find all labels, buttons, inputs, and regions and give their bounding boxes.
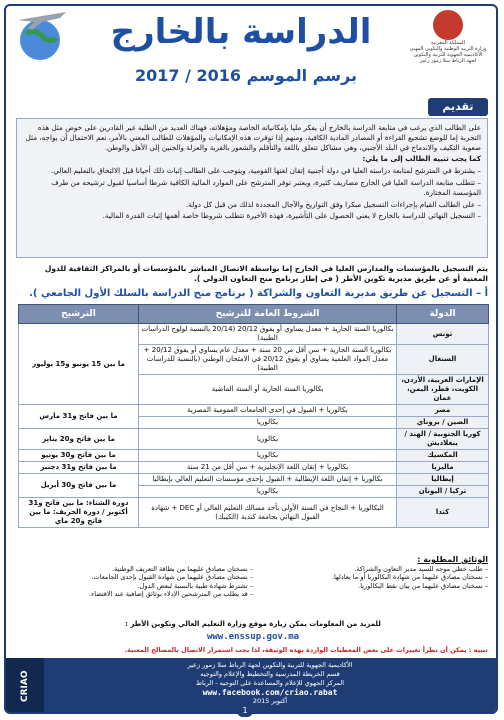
required-documents <box>18 556 488 621</box>
documents-left-col <box>18 565 253 599</box>
intro-label: تقديم <box>428 98 488 116</box>
conditions-cell: بكالوريا السنة الجارية + معدل يساوي أو يفوق 20/12 (20/14 بالنسبة لولوج الدراسات الطبية) <box>139 324 397 345</box>
globe-plane-icon <box>12 8 72 64</box>
country-cell: الصين / بروناي <box>397 417 489 429</box>
conditions-cell: بكالوريا <box>139 429 397 450</box>
country-cell: الإمارات العربية، الأردن، الكويت، قطر، اليمن، عمان <box>397 375 489 405</box>
footer-line: قسم الخريطة المدرسية والتخطيط والإعلام والتوجيه <box>200 670 340 678</box>
header-country: الدولة <box>397 305 489 324</box>
list-item: – تشترط شهادة طبية بالنسبة لبعض الدول. <box>137 581 253 590</box>
table-row <box>19 450 489 462</box>
page-subtitle: برسم الموسم 2016 / 2017 <box>135 66 357 85</box>
period-cell: ما بين فاتح و20 يناير <box>19 429 139 450</box>
country-cell: السنغال <box>397 345 489 375</box>
country-cell: إيطاليا <box>397 474 489 486</box>
table-row <box>19 498 489 528</box>
ministry-line: المملكة المغربية <box>431 40 465 46</box>
more-info-text: للمزيد من المعلومات يمكن زيارة موقع وزارة التعليم العالي وتكوين الأطر : <box>125 620 381 628</box>
list-item: – نسختان مصادق عليهما من شهادة البكالوريا أو ما يعادلها. <box>331 573 488 581</box>
table-row <box>19 429 489 450</box>
conditions-cell: بكالوريا السنة الجارية أو السنة الماضية <box>139 375 397 405</box>
footer-text <box>50 661 490 706</box>
facebook-link[interactable]: www.facebook.com/criao.rabat <box>202 688 338 697</box>
warning-note: تنبيه : يمكن أن تطرأ تغييرات على بعض المعطيات الواردة بهذه الوثيقة، لذا يجب استمرار الاتصال بالمصالح المعنية. <box>124 646 488 654</box>
conditions-cell: بكالوريا + إتقان اللغة الإيطالية + القبول بإحدى مؤسسات التعليم العالي بإيطاليا <box>139 474 397 486</box>
documents-title: الوثائق المطلوبة : <box>417 555 488 564</box>
footer-line: الأكاديمية الجهوية للتربية والتكوين لجهة الرباط سلا زمور زعير <box>187 661 353 669</box>
page-title: الدراسة بالخارج <box>110 12 372 52</box>
intro-paragraph: – على الطالب القيام بإجراءات التسجيل مبكرا وفق التواريخ والآجال المحددة لذلك من قبل كل دولة. <box>185 199 481 209</box>
ministry-logo <box>404 10 492 90</box>
period-cell: ما بين 15 يونيو و15 يوليوز <box>19 324 139 405</box>
moroccan-emblem-icon <box>433 10 463 40</box>
header <box>6 6 496 96</box>
footer-line: المركز الجهوي للإعلام والمساعدة على التوجيه - الرباط <box>195 679 345 687</box>
list-item: – نسختان مصادق عليهما من بيان نقط البكالوريا. <box>358 581 488 590</box>
ministry-line: لجهة الرباط سلا زمور زعير <box>419 58 477 64</box>
table-header-row <box>19 305 489 324</box>
header-conditions: الشروط العامة للترشيح <box>139 305 397 324</box>
section-heading: أ – التسجيل عن طريق مديرية التعاون والشراكة ( برنامج منح الدراسة بالسلك الأول الجامعي ). <box>29 288 488 299</box>
table-row <box>19 405 489 417</box>
conditions-cell: البكالوريا + النجاح في السنة الأولى بأحد مسالك التعليم العالي أو DEC + شهادة القبول النهائي بجامعة كندية (الكيبك) <box>139 498 397 528</box>
ministry-line: وزارة التربية الوطنية والتكوين المهني <box>409 46 487 52</box>
conditions-cell: بكالوريا + القبول في إحدى الجامعات العمومية المصرية <box>139 405 397 417</box>
website-link[interactable]: www.enssup.gov.ma <box>206 632 300 642</box>
conditions-cell: بكالوريا <box>139 486 397 498</box>
intro-paragraph: – تتطلب متابعة الدراسة العليا في الخارج مصاريف كثيرة، ويعتبر توفر المترشح على الموارد المالية الكافية شرطا أساسيا لقبول ترشيحه من طرف المؤسسة المختارة. <box>51 177 481 197</box>
period-cell: ما بين فاتح و31 مارس <box>19 405 139 429</box>
country-cell: مصر <box>397 405 489 417</box>
table-row <box>19 474 489 486</box>
table-body <box>19 324 489 528</box>
documents-right-col <box>253 565 488 599</box>
intro-paragraph: – يشترط في المترشح لمتابعة دراسته العليا في دولة أجنبية إتقان لغتها القومية، ويتوجب على الطالب إثبات ذلك أحيانا قبل الالتحاق بالتعليم العالي. <box>50 166 481 176</box>
period-cell: ما بين فاتح و30 أبريل <box>19 474 139 498</box>
country-cell: تركيا / اليونان <box>397 486 489 498</box>
list-item: – نسختان مصادق عليهما من بطاقة التعريف الوطنية. <box>112 564 253 573</box>
conditions-cell: بكالوريا <box>139 450 397 462</box>
intro-box <box>16 118 488 258</box>
intro-paragraph: كما يجب تنبيه الطالب إلى ما يلي: <box>362 154 481 164</box>
criao-label: CRIAO <box>6 658 44 714</box>
period-cell: ما بين فاتح و30 يونيو <box>19 450 139 462</box>
list-item: – طلب خطي موجه للسيد مدير التعاون والشراكة. <box>354 564 488 573</box>
flyer-page <box>4 4 498 714</box>
country-cell: كوريا الجنوبية / الهند / بنغلاديش <box>397 429 489 450</box>
footer-date: أكتوبر 2015 <box>252 697 288 705</box>
country-cell: كندا <box>397 498 489 528</box>
conditions-cell: بكالوريا السنة الجارية + سن أقل من 20 سنة + معدل عام يساوي أو يفوق 20/12 + معدل المواد العلمية يساوي أو يفوق 20/12 في الامتحان الوطني (بالنسبة للدراسات الطبية) <box>139 345 397 375</box>
table-row <box>19 324 489 345</box>
intro-paragraph: على الطالب الذي يرغب في متابعة الدراسة بالخارج أن يفكر مليا بإمكانياته الخاصة ومؤهلاته، فهناك العديد من الطلبة غير القادرين على خوض مثل هذه التجربة إما للوضع تشجيع القراءة أو المصادر المادية الكافية، ومنهم إذا توفرت هذه الإمكانيات والمؤهلات للطالب المعني بالأمر، نعم الاحتمال أن يواجه، مثل صعوبة التكيف والاندماج في البلد الأجنبي، وهي مشاكل تتعلق باللغة والتأقلم والشعور بالغربة والعزلة والحنين إلى الأهل والوطن. <box>25 123 481 152</box>
page-number: 1 <box>237 705 253 717</box>
list-item: – نسختان مصادق عليهما من شهادة القبول بإحدى الجامعات. <box>91 573 253 581</box>
country-cell: ماليزيا <box>397 462 489 474</box>
intro-paragraph: – التسجيل النهائي للدراسة بالخارج لا يعني الحصول على التأشيرة، فهذه الأخيرة تتطلب شروطا خاصة أهمها إثبات القدرة المالية. <box>102 211 481 221</box>
period-cell: ما بين فاتح و31 دجنبر <box>19 462 139 474</box>
conditions-cell: بكالوريا <box>139 417 397 429</box>
registration-note: يتم التسجيل بالمؤسسات والمدارس العليا في الخارج إما بواسطة الاتصال المباشر بالمؤسسات أو بالمراكز الثقافية للدول المعنية أو عن طريق مديرية تكوين الأطر ( في إطار برنامج منح التعاون الدولي ). <box>44 264 488 283</box>
country-cell: المكسيك <box>397 450 489 462</box>
ministry-line: الأكاديمية الجهوية للتربية والتكوين <box>413 52 483 58</box>
conditions-cell: بكالوريا + إتقان اللغة الإنجليزية + سن أقل من 21 سنة <box>139 462 397 474</box>
table-row <box>19 462 489 474</box>
scholarship-table <box>18 304 489 528</box>
header-period: الترشيح <box>19 305 139 324</box>
country-cell: تونس <box>397 324 489 345</box>
list-item: – قد يطلب من المترشحين الإدلاء بوثائق إضافية عند الاقتضاء. <box>89 590 253 598</box>
period-cell: دورة الشتاء: ما بين فاتح و31 أكتوبر / دورة الخريف: ما بين فاتح و20 ماي <box>19 498 139 528</box>
